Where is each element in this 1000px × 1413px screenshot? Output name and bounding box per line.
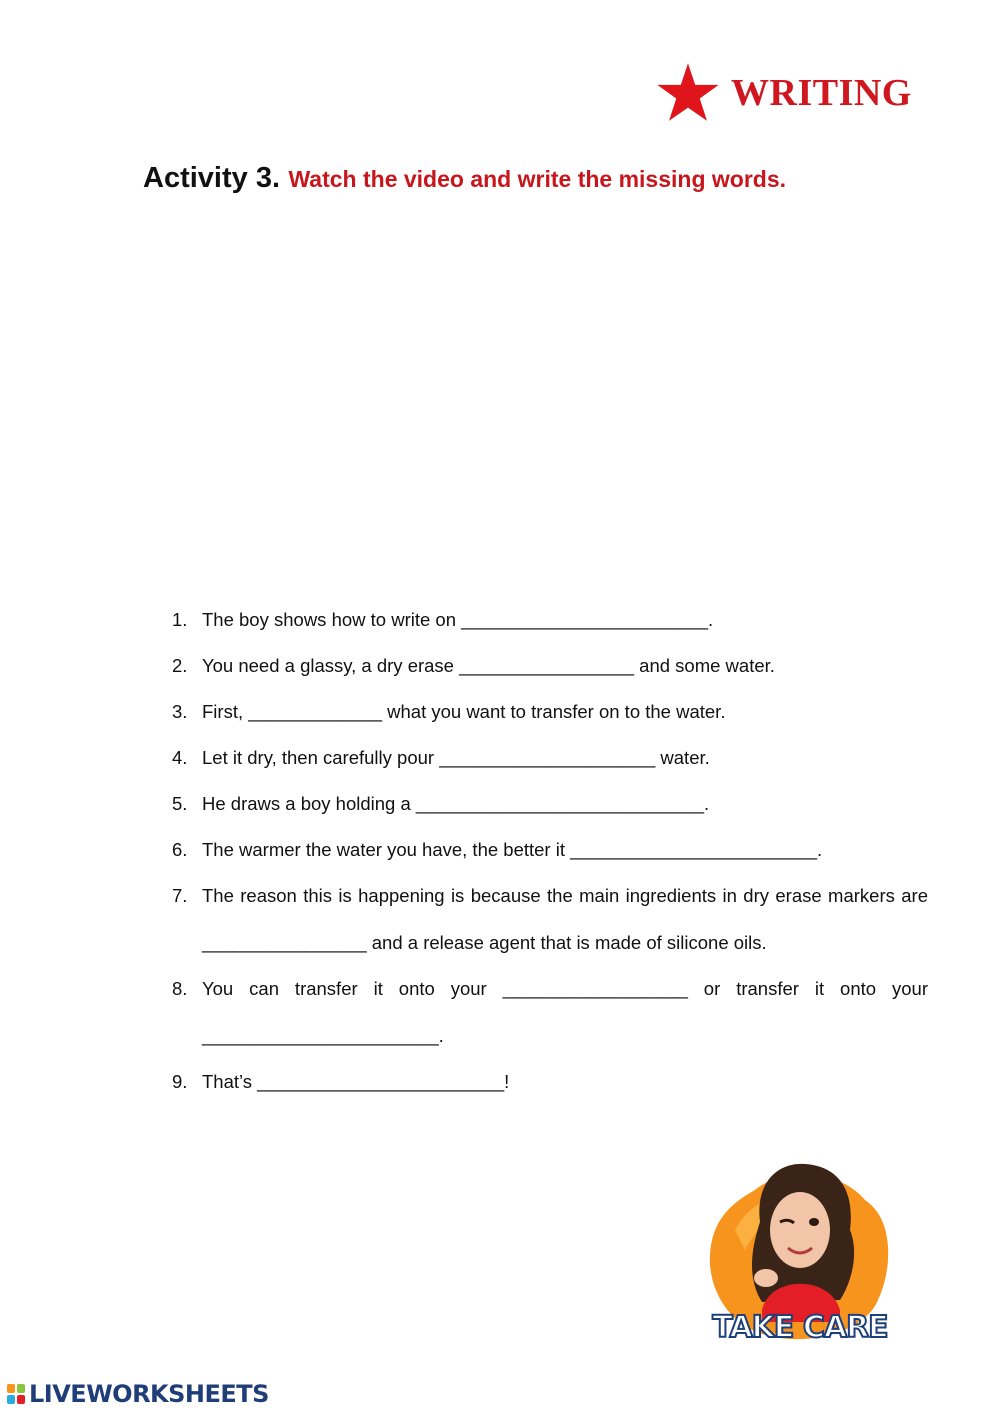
- question-text: He draws a boy holding a ____________________________.: [202, 793, 710, 814]
- question-text: The reason this is happening is because the main ingredients in dry erase markers are ________________ and a release agent that is made of silicone oils.: [202, 885, 928, 953]
- take-care-label: TAKE CARE: [712, 1310, 888, 1345]
- writing-badge: [655, 62, 912, 124]
- question-number: 1.: [172, 609, 188, 630]
- activity-title: [143, 162, 786, 195]
- question-item: [172, 881, 928, 966]
- question-text: The boy shows how to write on ________________________.: [202, 609, 714, 630]
- liveworksheets-icon: [6, 1383, 26, 1405]
- writing-label: WRITING: [731, 72, 912, 114]
- question-number: 5.: [172, 793, 188, 814]
- activity-instruction: Watch the video and write the missing words.: [288, 166, 787, 192]
- eye-open: [809, 1218, 819, 1226]
- liveworksheets-logo: [6, 1380, 269, 1408]
- hand-shape: [754, 1269, 778, 1287]
- question-text: First, _____________ what you want to transfer on to the water.: [202, 701, 726, 722]
- question-text: You can transfer it onto your __________________ or transfer it onto your _______________________.: [202, 978, 928, 1046]
- question-item: [172, 651, 928, 681]
- question-number: 8.: [172, 978, 188, 999]
- question-text: Let it dry, then carefully pour _____________________ water.: [202, 747, 710, 768]
- question-number: 7.: [172, 885, 188, 906]
- question-item: [172, 605, 928, 635]
- question-item: [172, 697, 928, 727]
- star-icon: [655, 62, 721, 124]
- question-item: [172, 789, 928, 819]
- activity-label: Activity 3.: [143, 162, 280, 194]
- liveworksheets-brand: LIVEWORKSHEETS: [29, 1380, 269, 1408]
- question-number: 6.: [172, 839, 188, 860]
- question-text: That’s ________________________!: [202, 1071, 510, 1092]
- question-text: The warmer the water you have, the better it ________________________.: [202, 839, 823, 860]
- question-list: [172, 605, 928, 1113]
- question-text: You need a glassy, a dry erase _________________ and some water.: [202, 655, 775, 676]
- face-shape: [770, 1192, 830, 1268]
- question-number: 3.: [172, 701, 188, 722]
- question-number: 2.: [172, 655, 188, 676]
- question-item: [172, 743, 928, 773]
- question-item: [172, 835, 928, 865]
- question-item: [172, 974, 928, 1059]
- question-number: 4.: [172, 747, 188, 768]
- question-number: 9.: [172, 1071, 188, 1092]
- question-item: [172, 1067, 928, 1097]
